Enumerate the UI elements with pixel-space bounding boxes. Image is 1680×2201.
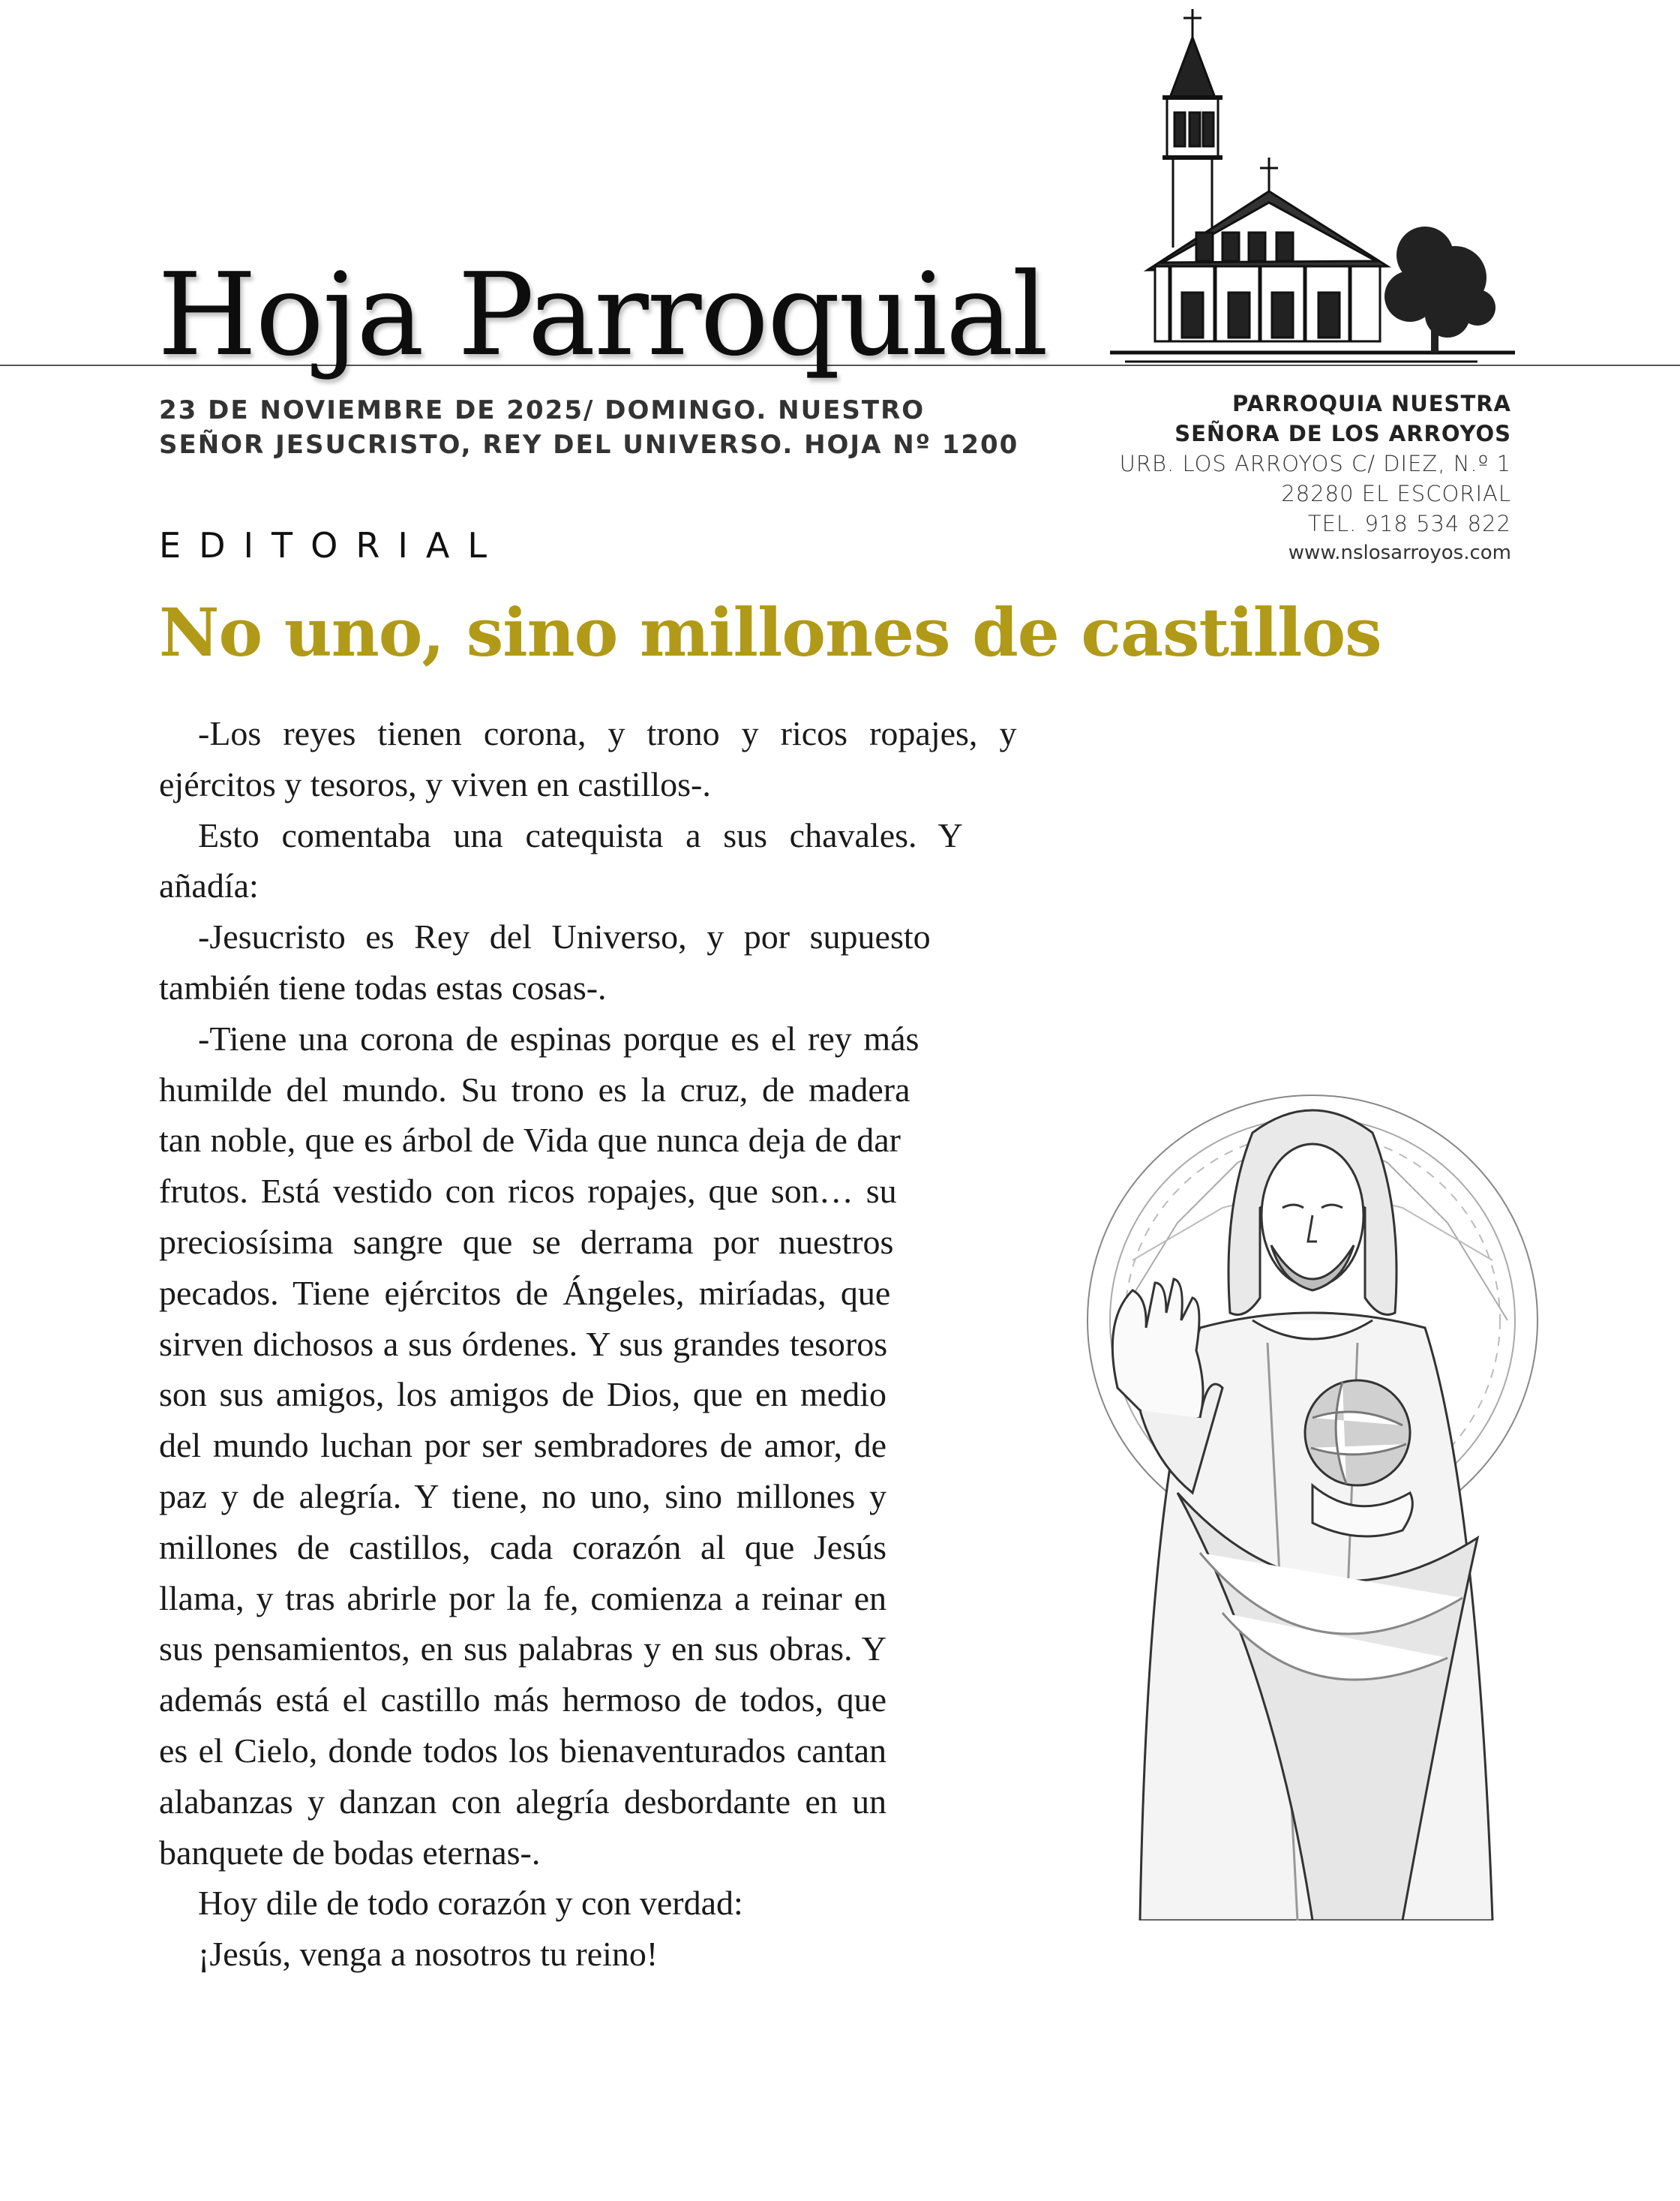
church-illustration bbox=[1110, 8, 1515, 368]
issue-date-line: 23 DE NOVIEMBRE DE 2025/ DOMINGO. NUESTRO SEÑOR JESUCRISTO, REY DEL UNIVERSO. HOJA Nº 1200 bbox=[159, 395, 1019, 460]
article-paragraph: ¡Jesús, venga a nosotros tu reino! bbox=[198, 1935, 658, 1974]
parish-name-line1: PARROQUIA NUESTRA bbox=[1232, 391, 1511, 416]
article-headline: No uno, sino millones de castillos bbox=[159, 593, 1382, 671]
parish-website-link[interactable]: www.nslosarroyos.com bbox=[1288, 542, 1511, 564]
parish-name-line2: SEÑORA DE LOS ARROYOS bbox=[1174, 421, 1511, 446]
parish-city: 28280 EL ESCORIAL bbox=[1281, 481, 1511, 506]
masthead-title: Hoja Parroquial bbox=[158, 248, 1048, 381]
parish-address: URB. LOS ARROYOS C/ DIEZ, N.º 1 bbox=[1119, 451, 1511, 476]
article-paragraph: Hoy dile de todo corazón y con verdad: bbox=[198, 1884, 743, 1923]
article-paragraph: -Los reyes tienen corona, y trono y ricos ropajes, y ejércitos y tesoros, y viven en castillos-. bbox=[159, 714, 1017, 803]
section-label: EDITORIAL bbox=[159, 525, 505, 566]
parish-info bbox=[986, 389, 1511, 567]
christ-king-illustration bbox=[1028, 1073, 1568, 1920]
article-paragraph: -Tiene una corona de espinas porque es el rey más humilde del mundo. Su trono es la cruz, de madera tan noble, que es árbol de Vida que nunca deja de dar frutos. Está vestido con ricos ropajes, que son… su preciosísima sangre que se derrama por nuestros pecados. Tiene ejércitos de Ángeles, miríadas, que sirven dichosos a sus órdenes. Y sus grandes tesoros son sus amigos, los amigos de Dios, que en medio del mundo luchan por ser sembradores de amor, de paz y de alegría. Y tiene, no uno, sino millones y millones de castillos, cada corazón al que Jesús llama, y tras abrirle por la fe, comienza a reinar en sus pensamientos, en sus palabras y en sus obras. Y además está el castillo más hermoso de todos, que es el Cielo, donde todos los bienaventurados cantan alabanzas y danzan con alegría desbordante en un banquete de bodas eternas-. bbox=[159, 1019, 920, 1872]
parish-phone: TEL. 918 534 822 bbox=[1307, 511, 1511, 536]
article-paragraph: Esto comentaba una catequista a sus chavales. Y añadía: bbox=[159, 815, 963, 905]
article-paragraph: -Jesucristo es Rey del Universo, y por supuesto también tiene todas estas cosas-. bbox=[159, 917, 931, 1007]
